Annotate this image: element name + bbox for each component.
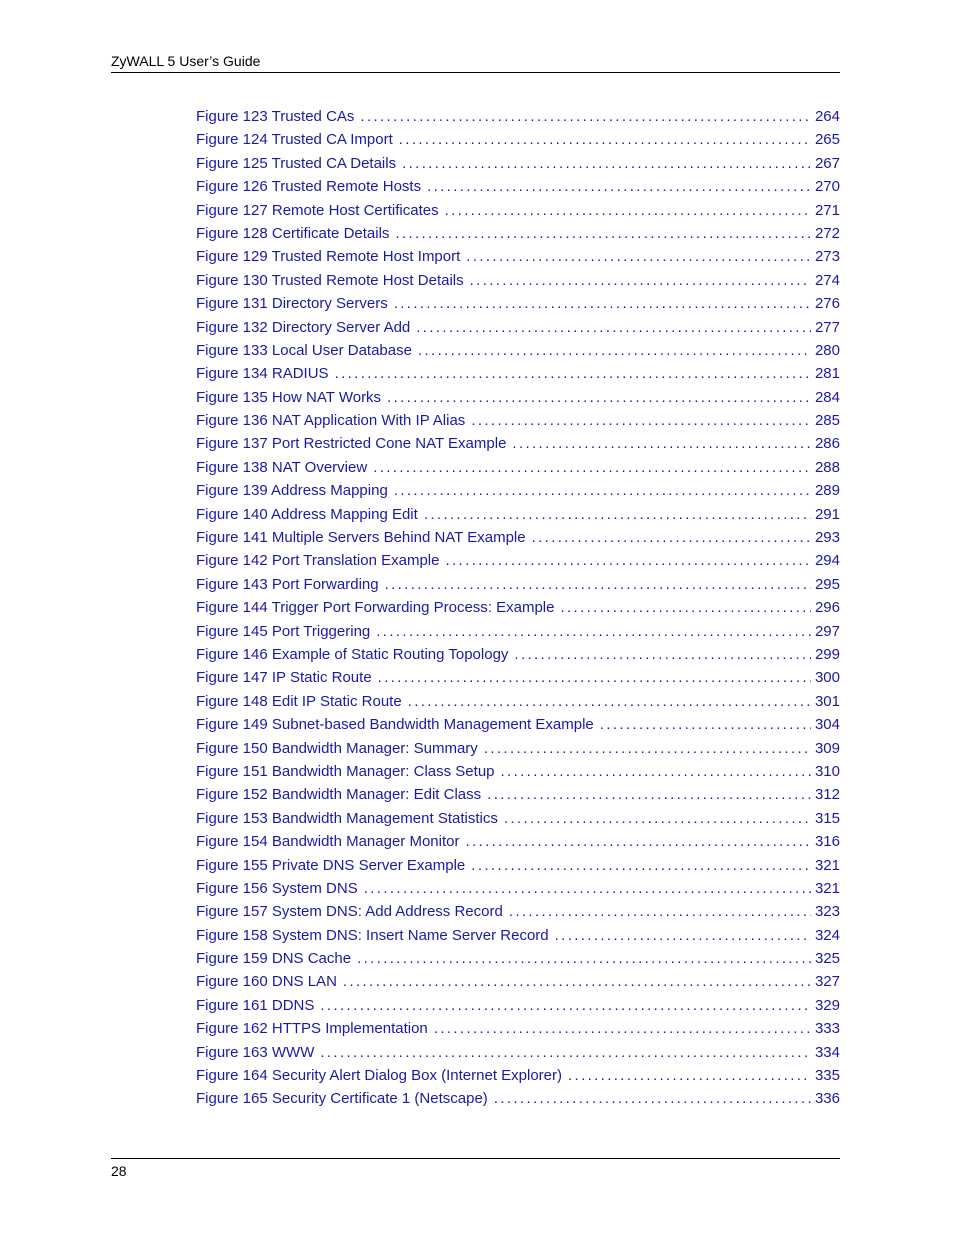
toc-entry[interactable] [196, 807, 840, 830]
toc-entry[interactable] [196, 105, 840, 128]
toc-entry[interactable] [196, 269, 840, 292]
toc-entry-label[interactable]: Figure 133 Local User Database [196, 341, 412, 359]
page-header [111, 50, 840, 73]
toc-entry-page-number[interactable]: 329 [814, 996, 840, 1014]
toc-entry-page-number[interactable]: 281 [814, 365, 840, 383]
toc-entry[interactable] [196, 690, 840, 713]
toc-entry-page-number[interactable]: 299 [814, 645, 840, 663]
toc-entry[interactable] [196, 643, 840, 666]
toc-dot-leader [378, 666, 811, 689]
toc-entry-page-number[interactable]: 293 [814, 529, 840, 547]
toc-entry-page-number[interactable]: 335 [814, 1067, 840, 1085]
toc-entry[interactable] [196, 128, 840, 151]
toc-entry[interactable] [196, 175, 840, 198]
header-title: ZyWALL 5 User’s Guide [111, 53, 261, 69]
toc-entry-page-number[interactable]: 321 [814, 856, 840, 874]
toc-dot-leader [364, 877, 811, 900]
toc-entry[interactable] [196, 503, 840, 526]
toc-entry-page-number[interactable]: 264 [814, 108, 840, 125]
toc-entry-label[interactable]: Figure 150 Bandwidth Manager: Summary [196, 739, 478, 757]
toc-dot-leader [320, 1041, 811, 1064]
toc-entry[interactable] [196, 666, 840, 689]
toc-entry-label[interactable]: Figure 154 Bandwidth Manager Monitor [196, 833, 460, 851]
toc-entry-page-number[interactable]: 333 [814, 1020, 840, 1038]
toc-entry-label[interactable]: Figure 162 HTTPS Implementation [196, 1020, 428, 1038]
toc-entry-page-number[interactable]: 323 [814, 903, 840, 921]
toc-entry-label[interactable]: Figure 147 IP Static Route [196, 669, 372, 687]
toc-entry-page-number[interactable]: 295 [814, 575, 840, 593]
toc-dot-leader [504, 807, 811, 830]
toc-dot-leader [471, 409, 811, 432]
toc-entry[interactable] [196, 199, 840, 222]
toc-dot-leader [445, 549, 811, 572]
toc-entry[interactable] [196, 620, 840, 643]
toc-entry[interactable] [196, 1017, 840, 1040]
toc-entry-label[interactable]: Figure 131 Directory Servers [196, 295, 388, 313]
toc-entry[interactable] [196, 432, 840, 455]
toc-entry[interactable] [196, 900, 840, 923]
toc-entry[interactable] [196, 386, 840, 409]
toc-entry-page-number[interactable]: 324 [814, 926, 840, 944]
toc-entry-page-number[interactable]: 271 [814, 201, 840, 219]
toc-entry[interactable] [196, 760, 840, 783]
toc-entry-page-number[interactable]: 276 [814, 295, 840, 313]
toc-entry-label[interactable]: Figure 153 Bandwidth Management Statistics [196, 809, 498, 827]
toc-entry[interactable] [196, 409, 840, 432]
toc-entry-page-number[interactable]: 301 [814, 692, 840, 710]
toc-entry-label[interactable]: Figure 143 Port Forwarding [196, 575, 379, 593]
toc-dot-leader [408, 690, 811, 713]
toc-entry[interactable] [196, 526, 840, 549]
toc-entry-page-number[interactable]: 274 [814, 271, 840, 289]
toc-entry[interactable] [196, 1064, 840, 1087]
toc-entry-label[interactable]: Figure 128 Certificate Details [196, 224, 390, 242]
toc-entry-page-number[interactable]: 273 [814, 248, 840, 266]
toc-entry-label[interactable]: Figure 138 NAT Overview [196, 458, 368, 476]
toc-entry[interactable] [196, 1041, 840, 1064]
toc-entry-page-number[interactable]: 272 [814, 224, 840, 242]
toc-entry-page-number[interactable]: 315 [814, 809, 840, 827]
toc-dot-leader [494, 1087, 811, 1110]
toc-entry-label[interactable]: Figure 134 RADIUS [196, 365, 329, 383]
toc-dot-leader [484, 737, 811, 760]
toc-dot-leader [385, 573, 811, 596]
toc-entry[interactable] [196, 573, 840, 596]
toc-entry-page-number[interactable]: 336 [814, 1090, 840, 1108]
toc-dot-leader [373, 456, 811, 479]
toc-dot-leader [418, 339, 811, 362]
toc-entry-page-number[interactable]: 296 [814, 599, 840, 617]
toc-entry[interactable] [196, 924, 840, 947]
toc-entry[interactable] [196, 152, 840, 175]
toc-entry-label[interactable]: Figure 159 DNS Cache [196, 950, 352, 968]
toc-entry-label[interactable]: Figure 145 Port Triggering [196, 622, 371, 640]
toc-entry-page-number[interactable]: 291 [814, 505, 840, 523]
toc-entry[interactable] [196, 339, 840, 362]
toc-entry-label[interactable]: Figure 142 Port Translation Example [196, 552, 440, 570]
toc-entry-label[interactable]: Figure 163 WWW [196, 1043, 315, 1061]
toc-entry-label[interactable]: Figure 158 System DNS: Insert Name Server Record [196, 926, 549, 944]
toc-dot-leader [376, 620, 811, 643]
toc-entry[interactable] [196, 479, 840, 502]
toc-entry-label[interactable]: Figure 137 Port Restricted Cone NAT Example [196, 435, 507, 453]
toc-dot-leader [343, 970, 811, 993]
toc-entry[interactable] [196, 245, 840, 268]
toc-entry[interactable] [196, 970, 840, 993]
toc-entry-page-number[interactable]: 325 [814, 950, 840, 968]
toc-entry-label[interactable]: Figure 148 Edit IP Static Route [196, 692, 402, 710]
toc-entry-label[interactable]: Figure 126 Trusted Remote Hosts [196, 178, 422, 196]
toc-entry-label[interactable]: Figure 161 DDNS [196, 996, 315, 1014]
toc-dot-leader [532, 526, 811, 549]
toc-entry-page-number[interactable]: 321 [814, 879, 840, 897]
toc-entry-page-number[interactable]: 327 [814, 973, 840, 991]
toc-entry-label[interactable]: Figure 152 Bandwidth Manager: Edit Class [196, 786, 482, 804]
toc-entry-page-number[interactable]: 297 [814, 622, 840, 640]
toc-entry-page-number[interactable]: 310 [814, 762, 840, 780]
toc-entry-label[interactable]: Figure 123 Trusted CAs [196, 108, 355, 125]
toc-dot-leader [568, 1064, 811, 1087]
toc-dot-leader [501, 760, 811, 783]
toc-dot-leader [320, 994, 811, 1017]
toc-entry-label[interactable]: Figure 155 Private DNS Server Example [196, 856, 466, 874]
toc-entry-page-number[interactable]: 286 [814, 435, 840, 453]
toc-entry[interactable] [196, 947, 840, 970]
toc-entry-page-number[interactable]: 280 [814, 341, 840, 359]
toc-entry[interactable] [196, 292, 840, 315]
toc-entry-label[interactable]: Figure 144 Trigger Port Forwarding Process: Example [196, 599, 555, 617]
toc-dot-leader [402, 152, 811, 175]
toc-entry-label[interactable]: Figure 132 Directory Server Add [196, 318, 411, 336]
toc-entry-label[interactable]: Figure 156 System DNS [196, 879, 358, 897]
toc-entry-page-number[interactable]: 300 [814, 669, 840, 687]
toc-entry-page-number[interactable]: 312 [814, 786, 840, 804]
toc-dot-leader [509, 900, 811, 923]
toc-dot-leader [514, 643, 811, 666]
toc-dot-leader [424, 503, 811, 526]
toc-entry[interactable] [196, 783, 840, 806]
toc-dot-leader [555, 924, 811, 947]
toc-entry-page-number[interactable]: 294 [814, 552, 840, 570]
toc-entry-label[interactable]: Figure 149 Subnet-based Bandwidth Management Example [196, 716, 594, 734]
toc-entry-page-number[interactable]: 285 [814, 412, 840, 430]
toc-entry[interactable] [196, 316, 840, 339]
toc-entry[interactable] [196, 830, 840, 853]
toc-entry[interactable] [196, 596, 840, 619]
toc-entry[interactable] [196, 877, 840, 900]
toc-entry-label[interactable]: Figure 164 Security Alert Dialog Box (Internet Explorer) [196, 1067, 562, 1085]
toc-entry[interactable] [196, 994, 840, 1017]
toc-dot-leader [445, 199, 811, 222]
toc-entry-page-number[interactable]: 316 [814, 833, 840, 851]
toc-entry-label[interactable]: Figure 146 Example of Static Routing Topology [196, 645, 509, 663]
toc-dot-leader [395, 222, 811, 245]
toc-dot-leader [471, 854, 811, 877]
toc-dot-leader [466, 245, 811, 268]
toc-dot-leader [335, 362, 811, 385]
toc-entry-label[interactable]: Figure 151 Bandwidth Manager: Class Setup [196, 762, 495, 780]
toc-entry-label[interactable]: Figure 135 How NAT Works [196, 388, 382, 406]
toc-entry-page-number[interactable]: 334 [814, 1043, 840, 1061]
toc-entry-label[interactable]: Figure 136 NAT Application With IP Alias [196, 412, 466, 430]
toc-entry[interactable] [196, 1087, 840, 1110]
page-footer [111, 1158, 840, 1179]
toc-dot-leader [465, 830, 810, 853]
toc-entry[interactable] [196, 222, 840, 245]
toc-entry-label[interactable]: Figure 141 Multiple Servers Behind NAT Example [196, 529, 526, 547]
toc-entry-page-number[interactable]: 288 [814, 458, 840, 476]
toc-entry-label[interactable]: Figure 160 DNS LAN [196, 973, 337, 991]
toc-dot-leader [399, 128, 811, 151]
toc-entry-label[interactable]: Figure 125 Trusted CA Details [196, 154, 397, 172]
toc-entry-label[interactable]: Figure 157 System DNS: Add Address Record [196, 903, 503, 921]
toc-entry-page-number[interactable]: 304 [814, 716, 840, 734]
toc-dot-leader [394, 479, 811, 502]
toc-entry-label[interactable]: Figure 139 Address Mapping [196, 482, 388, 500]
toc-entry[interactable] [196, 854, 840, 877]
toc-entry-page-number[interactable]: 265 [814, 131, 840, 149]
toc-dot-leader [394, 292, 811, 315]
toc-entry-label[interactable]: Figure 165 Security Certificate 1 (Netscape) [196, 1090, 488, 1108]
toc-entry[interactable] [196, 549, 840, 572]
toc-entry[interactable] [196, 456, 840, 479]
toc-dot-leader [427, 175, 811, 198]
toc-entry-page-number[interactable]: 267 [814, 154, 840, 172]
toc-entry-label[interactable]: Figure 127 Remote Host Certificates [196, 201, 439, 219]
toc-entry-page-number[interactable]: 284 [814, 388, 840, 406]
toc-dot-leader [487, 783, 811, 806]
toc-entry-page-number[interactable]: 289 [814, 482, 840, 500]
toc-entry-page-number[interactable]: 277 [814, 318, 840, 336]
toc-entry-page-number[interactable]: 309 [814, 739, 840, 757]
toc-entry-label[interactable]: Figure 124 Trusted CA Import [196, 131, 393, 149]
toc-entry-label[interactable]: Figure 129 Trusted Remote Host Import [196, 248, 461, 266]
toc-dot-leader [387, 386, 811, 409]
toc-dot-leader [512, 432, 811, 455]
toc-dot-leader [360, 105, 811, 128]
toc-dot-leader [357, 947, 811, 970]
toc-entry[interactable] [196, 713, 840, 736]
toc-dot-leader [434, 1017, 811, 1040]
toc-dot-leader [600, 713, 811, 736]
toc-entry[interactable] [196, 362, 840, 385]
toc-dot-leader [416, 316, 811, 339]
toc-entry-page-number[interactable]: 270 [814, 178, 840, 196]
toc-entry-label[interactable]: Figure 130 Trusted Remote Host Details [196, 271, 464, 289]
list-of-figures [196, 105, 840, 1111]
page-number: 28 [111, 1163, 127, 1179]
toc-entry-label[interactable]: Figure 140 Address Mapping Edit [196, 505, 418, 523]
toc-dot-leader [470, 269, 811, 292]
toc-entry[interactable] [196, 737, 840, 760]
toc-dot-leader [560, 596, 810, 619]
